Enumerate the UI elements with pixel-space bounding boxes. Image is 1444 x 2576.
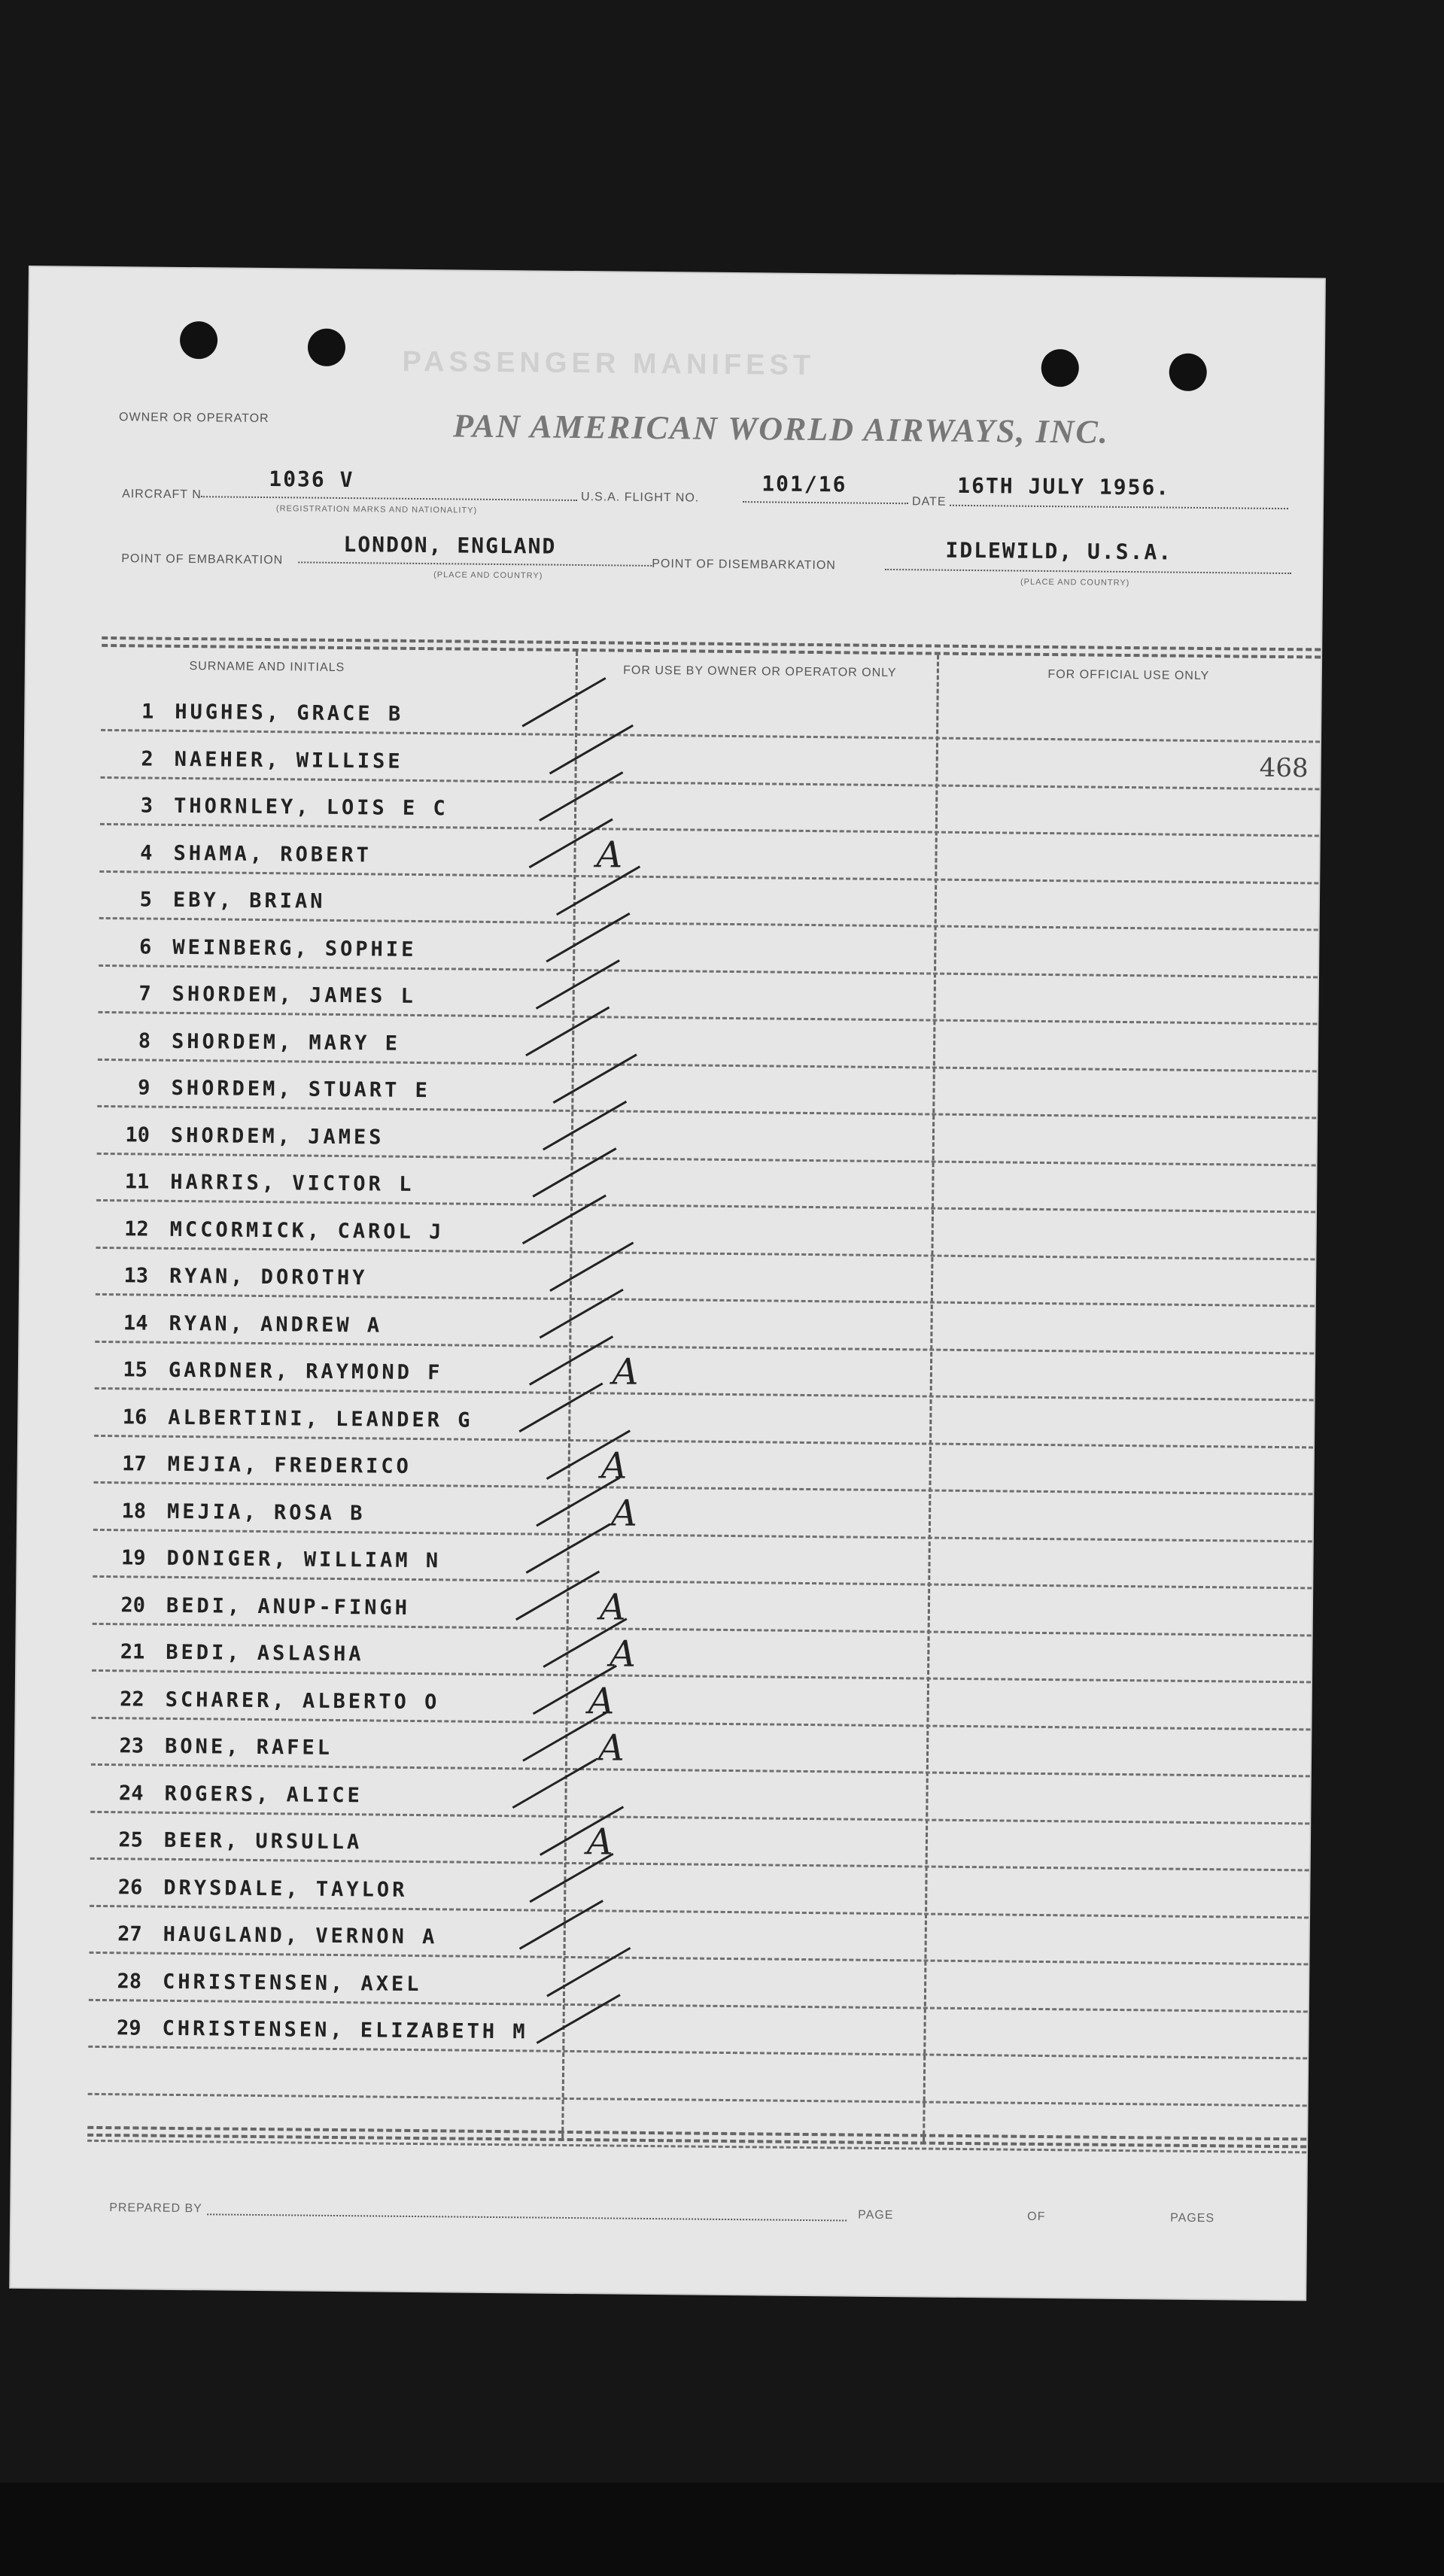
passenger-name: SHORDEM, MARY E bbox=[171, 1029, 401, 1056]
passenger-name: DRYSDALE, TAYLOR bbox=[163, 1876, 408, 1902]
check-stroke bbox=[523, 1195, 606, 1244]
disembark-sub: (PLACE AND COUNTRY) bbox=[1020, 577, 1130, 588]
col-header-name: SURNAME AND INITIALS bbox=[189, 660, 345, 675]
passenger-number: 4 bbox=[140, 840, 153, 865]
aircraft-label: AIRCRAFT N bbox=[122, 488, 202, 502]
passenger-number: 24 bbox=[118, 1781, 144, 1806]
check-stroke bbox=[529, 819, 613, 868]
check-marks bbox=[87, 636, 704, 2140]
handwritten-mark: A bbox=[610, 1633, 637, 1675]
punch-hole bbox=[1041, 349, 1079, 387]
check-stroke bbox=[543, 1101, 627, 1150]
company-name: PAN AMERICAN WORLD AIRWAYS, INC. bbox=[452, 407, 1110, 451]
passenger-number: 10 bbox=[125, 1122, 150, 1147]
handwritten-mark: A bbox=[600, 1444, 628, 1487]
passenger-name: BEER, URSULLA bbox=[163, 1828, 363, 1855]
embark-label: POINT OF EMBARKATION bbox=[121, 552, 284, 567]
passenger-name: HARRIS, VICTOR L bbox=[170, 1170, 415, 1196]
flight-value: 101/16 bbox=[762, 471, 847, 497]
check-stroke bbox=[550, 724, 634, 774]
passenger-name: SHORDEM, STUART E bbox=[171, 1076, 431, 1103]
passenger-number: 1 bbox=[141, 700, 154, 724]
manifest-sheet bbox=[11, 267, 1324, 2299]
passenger-number: 12 bbox=[124, 1217, 149, 1241]
check-stroke bbox=[540, 772, 623, 822]
col-header-official: FOR OFFICIAL USE ONLY bbox=[1047, 668, 1210, 683]
passenger-name: SCHARER, ALBERTO O bbox=[165, 1687, 440, 1714]
check-stroke bbox=[540, 1289, 623, 1338]
passenger-number: 26 bbox=[117, 1875, 143, 1900]
handwritten-mark: A bbox=[597, 1727, 625, 1769]
passenger-name: ROGERS, ALICE bbox=[164, 1782, 363, 1807]
passenger-table bbox=[87, 636, 1321, 2145]
handwritten-mark: A bbox=[588, 1679, 615, 1723]
owner-label: OWNER OR OPERATOR bbox=[119, 411, 269, 426]
handwritten-mark: A bbox=[599, 1585, 626, 1629]
passenger-number: 14 bbox=[123, 1311, 148, 1335]
date-value: 16TH JULY 1956. bbox=[957, 472, 1171, 500]
passenger-name: MEJIA, ROSA B bbox=[166, 1499, 366, 1525]
passenger-number: 16 bbox=[122, 1405, 147, 1429]
official-note: 468 bbox=[1259, 752, 1309, 784]
passenger-name: BONE, RAFEL bbox=[164, 1734, 333, 1760]
passenger-number: 27 bbox=[117, 1922, 142, 1946]
passenger-number: 29 bbox=[116, 2016, 141, 2040]
passenger-name: RYAN, DOROTHY bbox=[169, 1264, 368, 1290]
passenger-name: MCCORMICK, CAROL J bbox=[169, 1217, 445, 1244]
pages-label: PAGES bbox=[1170, 2211, 1215, 2225]
passenger-number: 9 bbox=[138, 1076, 150, 1100]
passenger-number: 21 bbox=[120, 1640, 145, 1664]
passenger-number: 17 bbox=[122, 1452, 147, 1476]
scan-background bbox=[0, 2483, 1444, 2576]
embark-sub: (PLACE AND COUNTRY) bbox=[433, 570, 543, 581]
check-stroke bbox=[550, 1242, 634, 1292]
check-stroke bbox=[547, 1430, 631, 1480]
passenger-number: 22 bbox=[120, 1687, 144, 1712]
passenger-number: 2 bbox=[141, 746, 154, 771]
check-stroke bbox=[546, 913, 630, 962]
manifest-title: PASSENGER MANIFEST bbox=[402, 345, 816, 382]
passenger-name: MEJIA, FREDERICO bbox=[167, 1452, 412, 1478]
check-stroke bbox=[537, 960, 620, 1010]
disembark-value: IDLEWILD, U.S.A. bbox=[945, 537, 1173, 565]
aircraft-sub: (REGISTRATION MARKS AND NATIONALITY) bbox=[275, 504, 478, 515]
passenger-name: WEINBERG, SOPHIE bbox=[172, 935, 417, 961]
check-stroke bbox=[547, 1947, 631, 1997]
check-stroke bbox=[537, 1994, 620, 2044]
check-stroke bbox=[520, 1900, 603, 1949]
passenger-name: BEDI, ANUP-FINGH bbox=[166, 1593, 411, 1620]
passenger-number: 11 bbox=[124, 1170, 150, 1194]
check-stroke bbox=[522, 677, 606, 727]
check-stroke bbox=[519, 1383, 603, 1432]
check-stroke bbox=[526, 1523, 610, 1573]
check-stroke bbox=[534, 1665, 617, 1715]
aircraft-value: 1036 V bbox=[269, 466, 354, 493]
check-stroke bbox=[526, 1007, 610, 1056]
check-stroke bbox=[530, 1335, 613, 1385]
handwritten-mark: A bbox=[612, 1350, 639, 1393]
handwritten-mark: A bbox=[586, 1821, 613, 1864]
prepared-by-label: PREPARED BY bbox=[109, 2201, 202, 2216]
passenger-name: CHRISTENSEN, ELIZABETH M bbox=[162, 2016, 528, 2044]
passenger-number: 23 bbox=[119, 1734, 144, 1758]
check-stroke bbox=[537, 1477, 620, 1526]
passenger-number: 3 bbox=[140, 794, 154, 818]
passenger-number: 18 bbox=[121, 1499, 147, 1523]
punch-hole bbox=[1169, 354, 1206, 391]
disembark-label: POINT OF DISEMBARKATION bbox=[652, 557, 836, 573]
passenger-name: SHORDEM, JAMES L bbox=[172, 982, 416, 1008]
check-stroke bbox=[516, 1571, 600, 1621]
punch-hole bbox=[180, 321, 217, 359]
passenger-number: 5 bbox=[139, 888, 153, 912]
check-stroke bbox=[543, 1618, 627, 1668]
page-label: PAGE bbox=[858, 2208, 894, 2222]
passenger-number: 19 bbox=[120, 1546, 146, 1570]
handwritten-mark: A bbox=[610, 1491, 638, 1535]
passenger-name: ALBERTINI, LEANDER G bbox=[168, 1405, 473, 1432]
handwritten-mark: A bbox=[596, 833, 623, 876]
passenger-name: HAUGLAND, VERNON A bbox=[163, 1922, 438, 1949]
passenger-name: BEDI, ASLASHA bbox=[166, 1640, 364, 1666]
embark-value: LONDON, ENGLAND bbox=[343, 532, 557, 559]
passenger-name: HUGHES, GRACE B bbox=[175, 700, 404, 726]
passenger-name: CHRISTENSEN, AXEL bbox=[162, 1970, 422, 1996]
check-stroke bbox=[512, 1759, 596, 1809]
passenger-number: 25 bbox=[118, 1828, 144, 1852]
passenger-name: THORNLEY, LOIS E C bbox=[173, 794, 448, 821]
passenger-number: 6 bbox=[138, 934, 152, 959]
passenger-number: 8 bbox=[138, 1028, 151, 1053]
check-stroke bbox=[533, 1147, 616, 1197]
check-stroke bbox=[553, 1054, 637, 1104]
passenger-name: SHAMA, ROBERT bbox=[173, 841, 372, 867]
passenger-name: EBY, BRIAN bbox=[172, 888, 326, 913]
col-header-owner: FOR USE BY OWNER OR OPERATOR ONLY bbox=[623, 664, 897, 680]
check-stroke bbox=[540, 1806, 624, 1856]
passenger-name: DONIGER, WILLIAM N bbox=[166, 1546, 442, 1573]
passenger-name: RYAN, ANDREW A bbox=[169, 1311, 383, 1338]
passenger-name: SHORDEM, JAMES bbox=[170, 1123, 385, 1150]
flight-label: U.S.A. FLIGHT NO. bbox=[581, 491, 700, 505]
passenger-name: GARDNER, RAYMOND F bbox=[168, 1358, 443, 1385]
check-stroke bbox=[523, 1712, 606, 1761]
passenger-number: 13 bbox=[123, 1264, 149, 1288]
of-label: OF bbox=[1027, 2210, 1046, 2224]
passenger-name: NAEHER, WILLISE bbox=[174, 747, 403, 773]
date-label: DATE bbox=[911, 495, 947, 509]
passenger-number: 20 bbox=[120, 1593, 146, 1618]
passenger-number: 28 bbox=[117, 1969, 142, 1994]
check-stroke bbox=[530, 1853, 613, 1903]
passenger-number: 15 bbox=[123, 1358, 148, 1382]
passenger-number: 7 bbox=[138, 982, 151, 1006]
check-stroke bbox=[557, 866, 640, 916]
